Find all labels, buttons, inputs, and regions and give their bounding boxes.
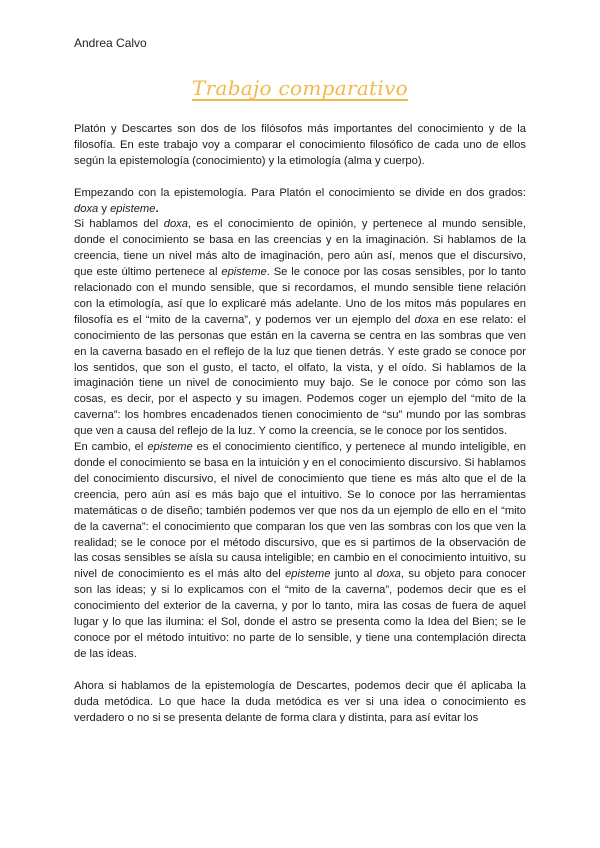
term-episteme: episteme [110,202,156,215]
descartes-paragraph: Ahora si hablamos de la epistemología de Descartes, podemos decir que él aplicaba la duda metódica. Lo que hace la duda metódica es ver si una idea o conocimiento es verdadero o no si se presenta delante de forma clara y distinta, para así evitar los [74,679,526,724]
text-run: . Se le conoce por las cosas sensibles, por lo tanto relacionado con el mundo sensible, que si recordamos, el mundo sensible tiene relación con la etimología, así que lo explicaré más adelante. Uno de los mitos más populares en filosofía es el “mito de la caverna”, y podemos ver un ejemplo del [74,266,526,326]
intro-paragraph: Platón y Descartes son dos de los filósofos más importantes del conocimiento y de la filosofía. En este trabajo voy a comparar el conocimiento filosófico de cada uno de ellos según la epistemología (conocimiento) y la etimología (alma y cuerpo). [74,123,526,167]
text-run: es el conocimiento científico, y pertenece al mundo inteligible, en donde el conocimiento se basa en la intuición y en el conocimiento discursivo. Si hablamos del conocimiento discursivo, el nivel de conocimiento que tiene es más alto que el de la creencia, pero aún así es más bajo que el intuitivo. Se lo conoce por las herramientas matemáticas o de diseño; también podemos ver que nos da un ejemplo de ello en el “mito de la caverna”: el conocimiento que comparan los que ven las sombras con los que ven la realidad; se le conoce por el método discursivo, que es si partimos de la observación de las cosas sensibles se aísla su causa inteligible; en cambio en el conocimiento intuitivo, su nivel de conocimiento es el más alto del [74,441,527,581]
paragraph-gap [74,170,526,186]
term-doxa: doxa [414,313,439,326]
author-name: Andrea Calvo [74,36,147,50]
text-run: . [155,202,159,215]
paragraph-gap [74,663,526,679]
text-run: , es el conocimiento de opinión, y pertenece al mundo sensible, donde el conocimiento se basa en las creencias y en la imaginación. Si hablamos de la creencia, tiene un nivel más alto de imaginación, pero aún así, menos que el discursivo, que este último pertenece al [74,218,527,279]
term-episteme: episteme [147,441,193,454]
term-doxa: doxa [376,568,401,581]
text-run: en ese relato: el conocimiento de las personas que están en la caverna se centra en las sombras que ven en la caverna basado en el reflejo de la luz que tienen detrás. Y este grado se conoce por los sentidos, que son el gusto, el tacto, el olfato, la vista, y el oído. Si hablamos de la imaginación tiene un nivel de conocimiento muy bajo. Se le conoce por cómo son las cosas, es decir, por el aspecto y su imagen. Podemos coger un ejemplo del “mito de la caverna”: los hombres encadenados tienen conocimiento de “su” mundo por las sombras que ven a causa del reflejo de la luz. Y como la creencia, se le conoce por los sentidos. [74,313,527,438]
term-doxa: doxa [74,202,99,215]
document-body [74,122,526,726]
term-episteme: episteme [221,266,267,279]
term-episteme: episteme [285,568,331,581]
episteme-paragraph [74,440,526,663]
text-run: Si hablamos del [74,218,164,231]
term-doxa: doxa [163,218,188,231]
text-run: , su objeto para conocer son las ideas; y si lo explicamos con el “mito de la caverna”, podemos decir que es el conocimiento del exterior de la caverna, y por lo tanto, mira las cosas de fuera de aquel lugar y lo que las ilumina: el Sol, donde el astro se presenta como la Idea del Bien; se le conoce por el método intuitivo: no parte de lo sensible, y tiene una contemplación directa de las ideas. [74,568,526,660]
text-run: Empezando con la epistemología. Para Platón el conocimiento se divide en dos grados: [74,186,526,199]
doxa-paragraph [74,217,526,440]
text-run: junto al [330,568,377,581]
text-run: En cambio, el [74,441,148,454]
epistemology-paragraph [74,186,526,218]
text-run: y [98,202,111,215]
document-title: Trabajo comparativo [191,76,409,100]
